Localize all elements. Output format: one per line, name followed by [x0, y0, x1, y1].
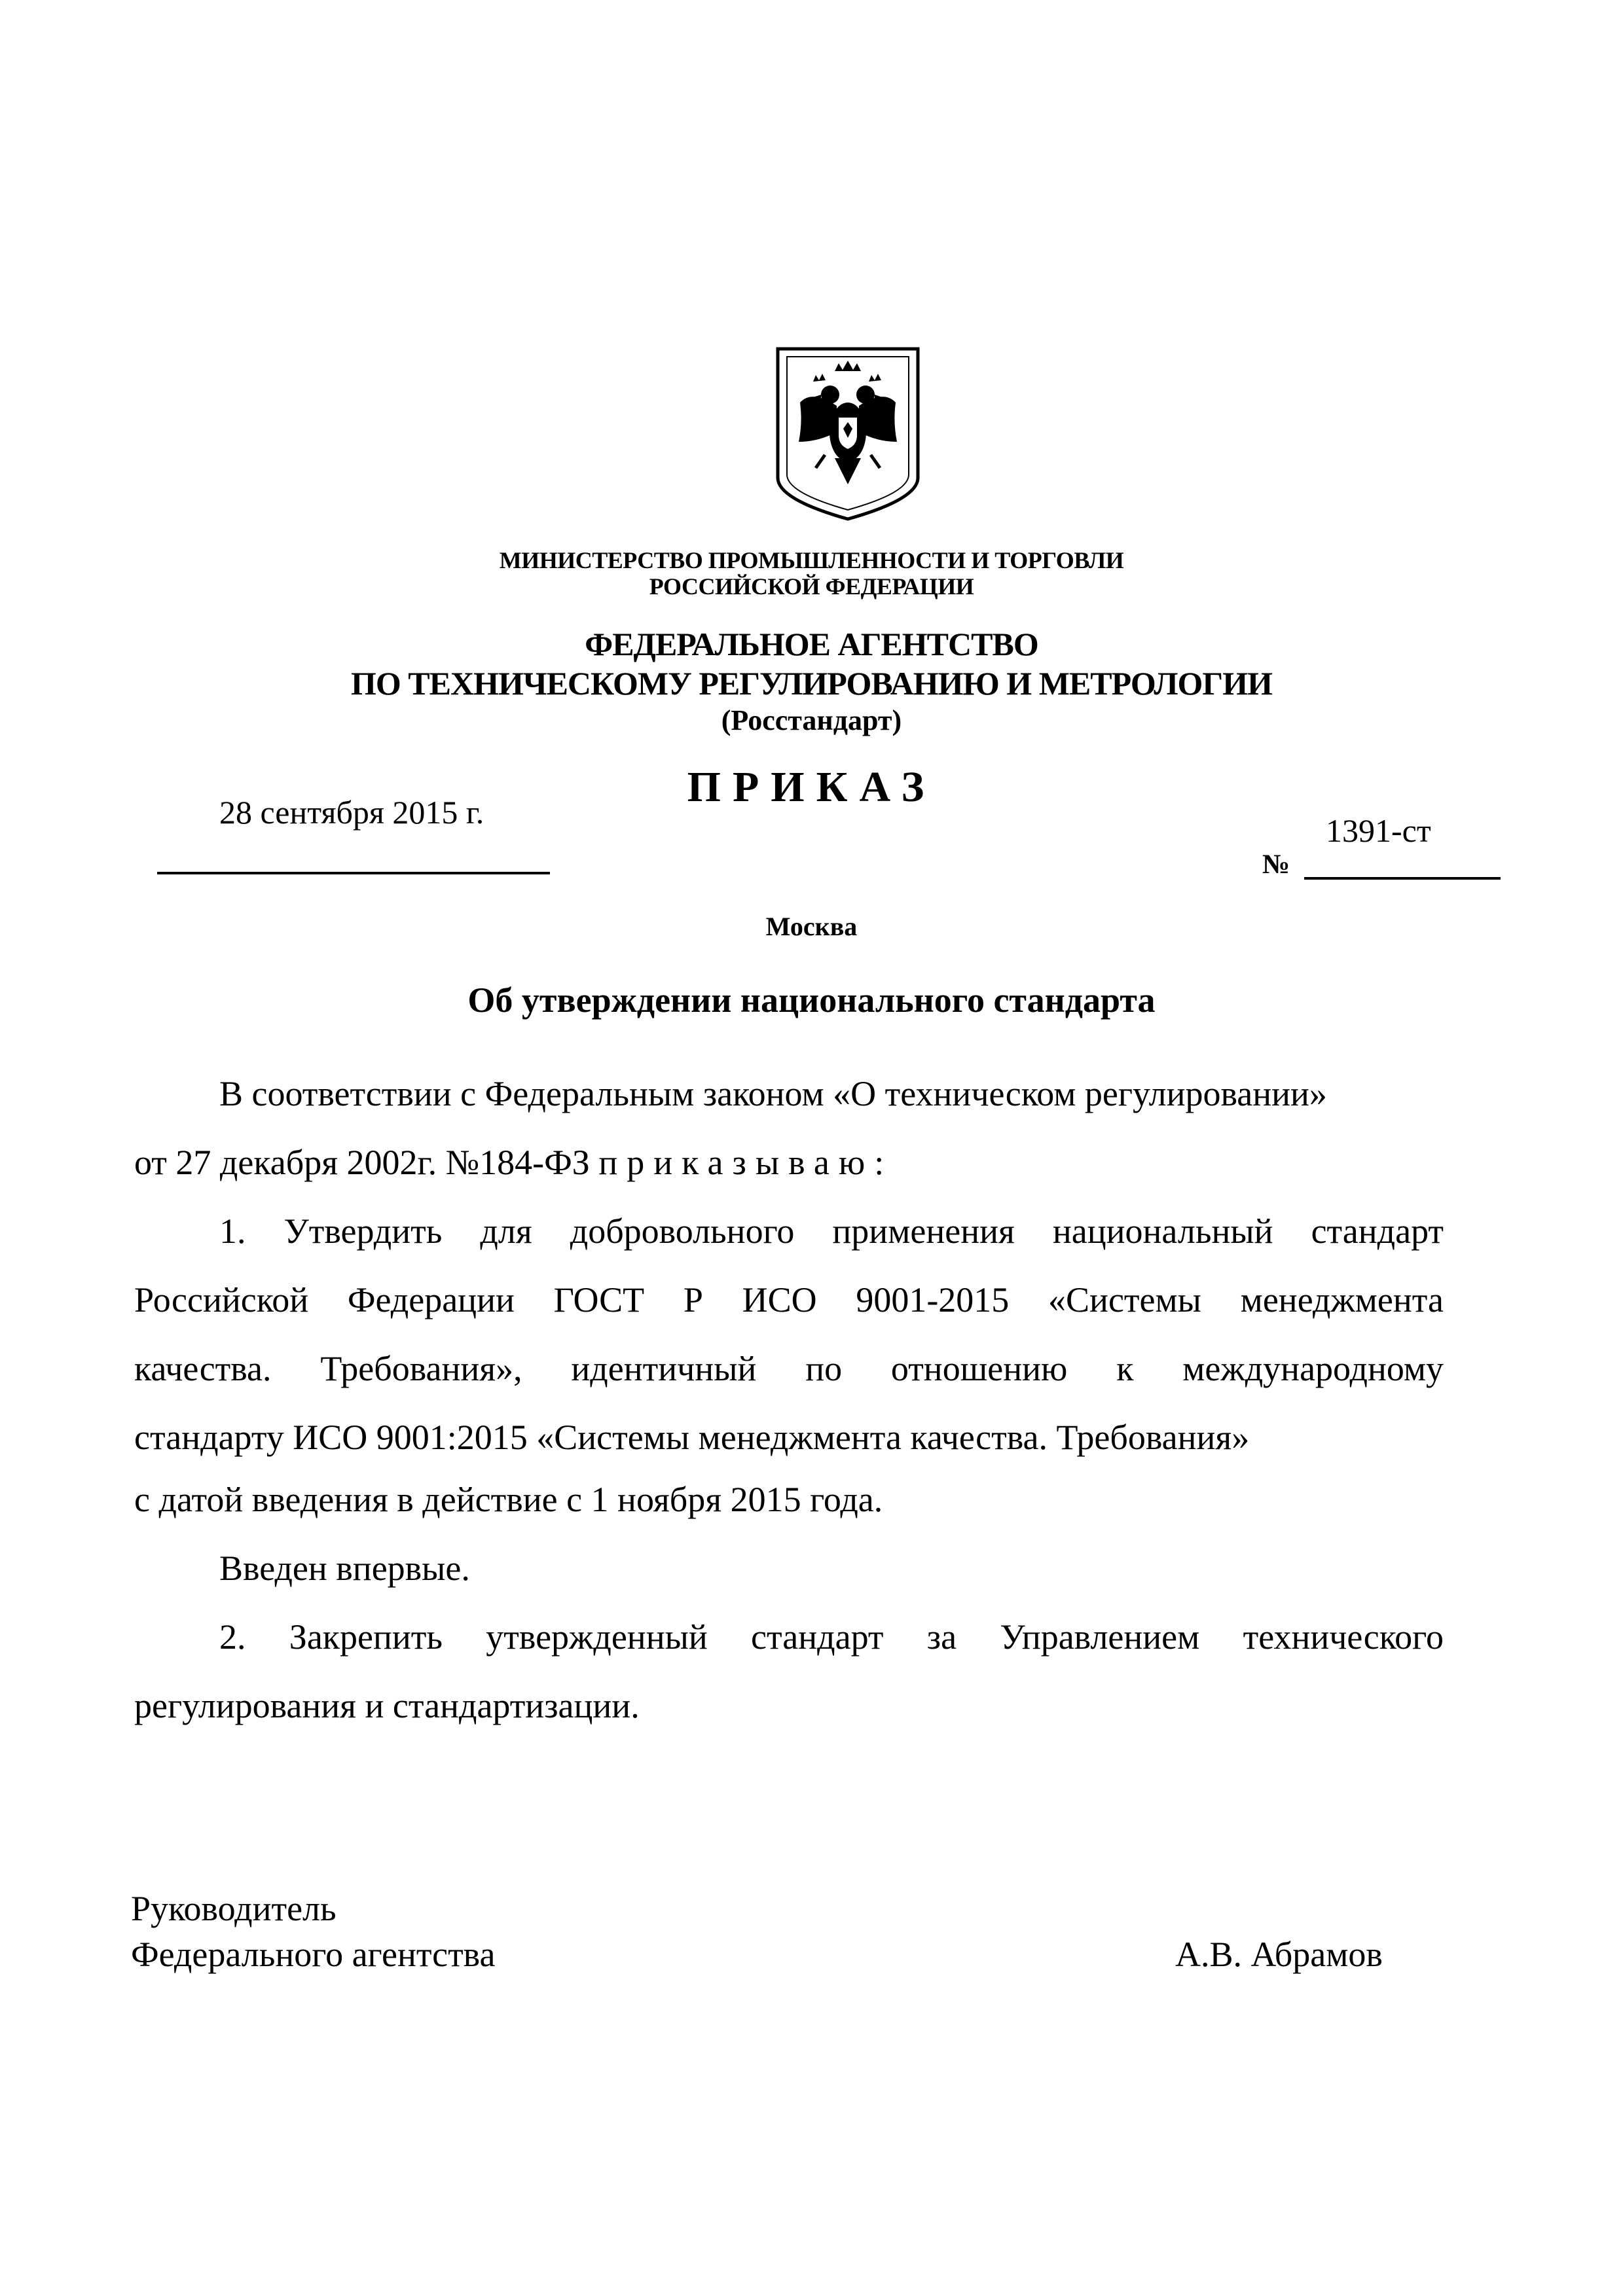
introduced-note: Введен впервые. [219, 1549, 470, 1588]
agency-abbreviation: (Росстандарт) [721, 704, 902, 736]
ministry-name-line2: РОССИЙСКОЙ ФЕДЕРАЦИИ [649, 573, 974, 600]
paragraph1-line2-start: от 27 декабря 2002г. №184-ФЗ [134, 1143, 590, 1182]
number-underline [1304, 877, 1501, 880]
agency-name-line2: ПО ТЕХНИЧЕСКОМУ РЕГУЛИРОВАНИЮ И МЕТРОЛОГИИ [351, 665, 1272, 702]
city: Москва [765, 912, 858, 941]
order-date: 28 сентября 2015 г. [219, 794, 484, 831]
coat-of-arms-emblem [773, 344, 923, 524]
item1-line1: 1. Утвердить для добровольного применения национальный стандарт [219, 1211, 1444, 1251]
signatory-name: А.В. Абрамов [1175, 1935, 1383, 1974]
ministry-name-line1: МИНИСТЕРСТВО ПРОМЫШЛЕННОСТИ И ТОРГОВЛИ [499, 547, 1124, 573]
item2-line2: регулирования и стандартизации. [134, 1686, 640, 1725]
item1-line4: стандарту ИСО 9001:2015 «Системы менеджмента качества. Требования» [134, 1418, 1250, 1457]
paragraph1-line2 [134, 1142, 893, 1183]
number-sign: № [1262, 850, 1290, 880]
signatory-position-line1: Руководитель [131, 1889, 337, 1928]
paragraph1-line1: В соответствии с Федеральным законом «О техническом регулировании» [219, 1074, 1327, 1113]
item1-line5: с датой введения в действие с 1 ноября 2015 года. [134, 1480, 883, 1519]
item1-line3: качества. Требования», идентичный по отношению к международному [134, 1349, 1444, 1388]
order-title: ПРИКАЗ [687, 763, 936, 811]
agency-name-line1: ФЕДЕРАЛЬНОЕ АГЕНТСТВО [585, 626, 1038, 662]
order-subject: Об утверждении национального стандарта [467, 980, 1156, 1020]
paragraph1-command-word: приказываю: [598, 1143, 894, 1182]
date-underline [157, 872, 550, 874]
order-number: 1391-ст [1326, 812, 1431, 849]
signatory-position-line2: Федерального агентства [131, 1935, 496, 1974]
item1-line2: Российской Федерации ГОСТ Р ИСО 9001-2015 «Системы менеджмента [134, 1280, 1444, 1319]
item2-line1: 2. Закрепить утвержденный стандарт за Управлением технического [219, 1617, 1444, 1657]
